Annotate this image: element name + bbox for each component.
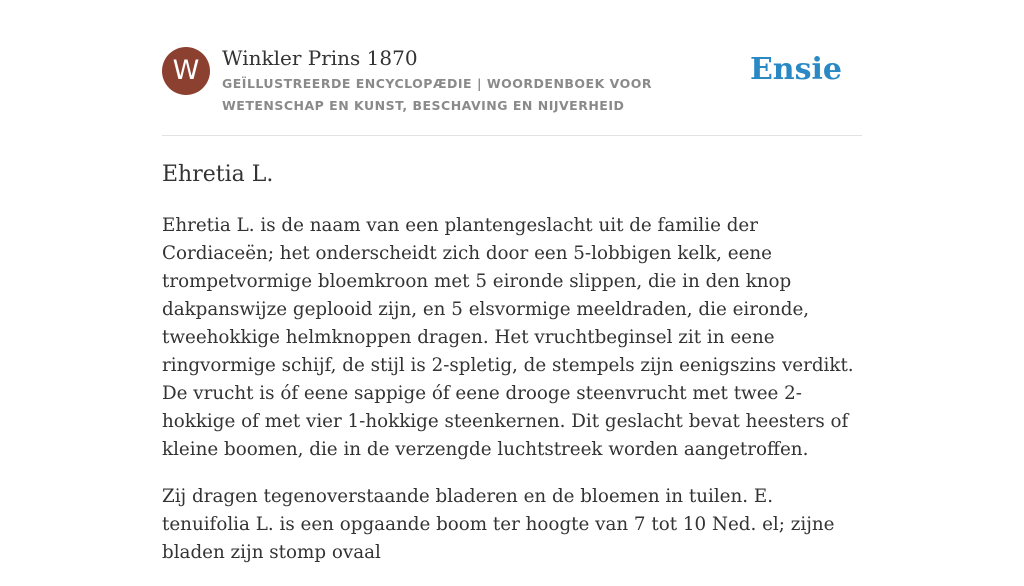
source-subtitle: GEÏLLUSTREERDE ENCYCLOPÆDIE | WOORDENBOEK VOOR WETENSCHAP EN KUNST, BESCHAVING EN NIJVERHEID bbox=[222, 76, 652, 113]
article-paragraph: Zij dragen tegenoverstaande bladeren en de bloemen in tuilen. E. tenuifolia L. is een opgaande boom ter hoogte van 7 tot 10 Ned. el; zijne bladen zijn stomp ovaal bbox=[162, 486, 835, 563]
ensie-logo[interactable]: Ensie bbox=[749, 52, 842, 87]
source-avatar[interactable]: W bbox=[162, 47, 210, 95]
article-title: Ehretia L. bbox=[162, 162, 274, 187]
header-divider bbox=[162, 135, 862, 136]
article-paragraph: Ehretia L. is de naam van een plantengeslacht uit de familie der Cordiaceën; het onderscheidt zich door een 5-lobbigen kelk, eene trompetvormige bloemkroon met 5 eironde slippen, die in den knop dakpanswijze geplooid zijn, en 5 elsvormige meeldraden, die eironde, tweehokkige helmknoppen dragen. Het vruchtbeginsel zit in eene ringvormige schijf, de stijl is 2-spletig, de stempels zijn eenigszins verdikt. De vrucht is óf eene sappige óf eene drooge steenvrucht met twee 2-hokkige of met vier 1-hokkige steenkernen. Dit geslacht bevat heesters of kleine boomen, die in de verzengde luchtstreek worden aangetroffen. bbox=[162, 215, 854, 460]
source-title[interactable]: Winkler Prins 1870 bbox=[222, 46, 418, 70]
article-body bbox=[162, 212, 864, 586]
source-header bbox=[162, 46, 862, 114]
